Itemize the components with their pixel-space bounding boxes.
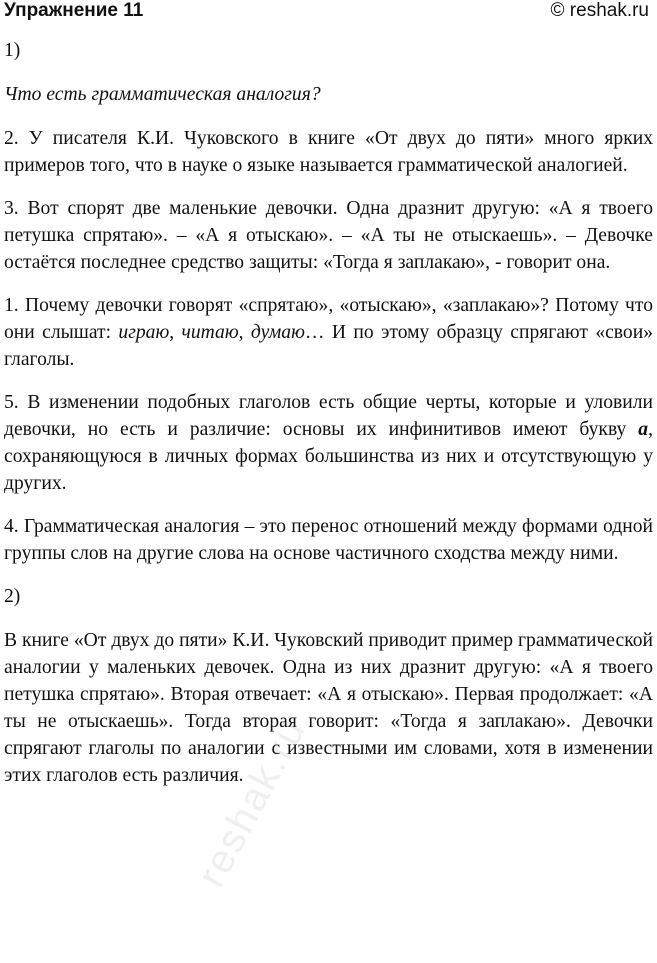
site-credit: © reshak.ru — [550, 0, 649, 21]
exercise-title: Упражнение 11 — [4, 0, 144, 21]
paragraph-4: 4. Грамматическая аналогия – это перенос отношений между формами одной группы слов на другие слова на основе частичного сходства между ними. — [4, 516, 653, 564]
paragraph-5: 5. В изменении подобных глаголов есть общие черты, которые и уловили девочки, но есть и различие: основы их инфинитивов имеют букву а, сохраняющуюся в личных формах большинства из них и отсутствующую у других. — [4, 392, 653, 494]
example-word-chitayu: читаю — [181, 322, 239, 343]
paragraph-1-end: … И по этому образцу спрягают «свои» глаголы. — [4, 322, 654, 370]
page-header — [4, 0, 649, 24]
part2-text: В книге «От двух до пяти» К.И. Чуковский приводит пример грамматической аналогии у маленьких девочек. Одна из них дразнит другую: «А я твоего петушка спрятаю». Вторая отвечает: «А я отыскаю». Первая продолжает: «А ты не отыскаешь». Тогда вторая говорит: «Тогда я заплакаю». Девочки спрягают глаголы по аналогии с известными им словами, хотя в изменении этих глаголов есть различия. — [4, 630, 653, 786]
example-word-dumayu: думаю — [250, 322, 305, 343]
paragraph-2: 2. У писателя К.И. Чуковского в книге «От двух до пяти» много ярких примеров того, что в науке о языке называется грамматической аналогией. — [4, 128, 653, 176]
watermark-logo: reshak.ru — [189, 710, 315, 895]
exercise-content — [4, 37, 653, 805]
paragraph-1: 1. Почему девочки говорят «спрятаю», «отыскаю», «заплакаю»? Потому что они слышат: играю, читаю, думаю… И по этому образцу спрягают «свои» глаголы. — [4, 295, 654, 370]
letter-a: а — [638, 419, 649, 440]
example-word-igrayu: играю — [118, 322, 170, 343]
paragraph-1-start: 1. Почему девочки говорят «спрятаю», «отыскаю», «заплакаю»? Потому что они слышат: — [4, 295, 653, 343]
paragraph-3: 3. Вот спорят две маленькие девочки. Одна дразнит другую: «А я твоего петушка спрятаю». – «А я отыскаю». – «А ты не отыскаешь». – Девочке остаётся последнее средство защиты: «Тогда я заплакаю», - говорит она. — [4, 198, 653, 273]
question-title: Что есть грамматическая аналогия? — [4, 84, 321, 105]
part1-label: 1) — [4, 40, 21, 61]
part2-label: 2) — [4, 586, 21, 607]
